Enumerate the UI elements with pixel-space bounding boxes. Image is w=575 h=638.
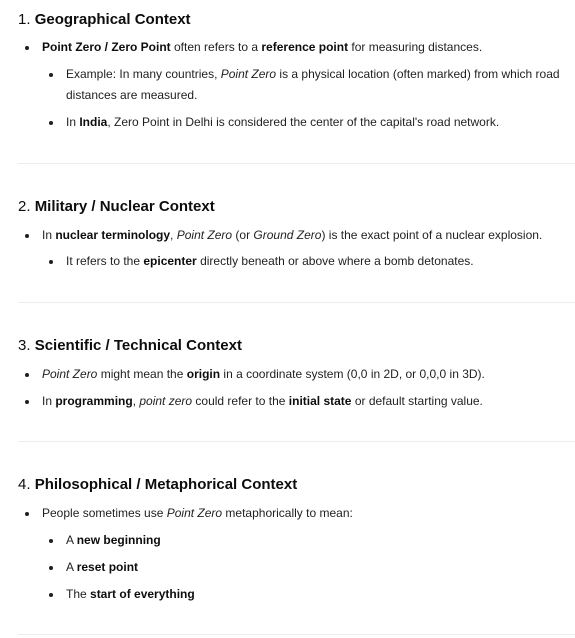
bullet-icon bbox=[49, 539, 53, 543]
section-heading-philosophical bbox=[18, 475, 297, 495]
list-item bbox=[66, 112, 562, 133]
text: In bbox=[42, 228, 56, 242]
bold-text: reference point bbox=[261, 40, 349, 54]
list-item bbox=[42, 37, 562, 58]
section-divider bbox=[18, 163, 575, 164]
bullet-icon bbox=[25, 46, 29, 50]
section-number: 3. bbox=[18, 337, 31, 354]
section-divider bbox=[18, 634, 575, 635]
text: or default starting value. bbox=[351, 394, 483, 408]
bullet-icon bbox=[25, 512, 29, 516]
section-number: 1. bbox=[18, 11, 31, 28]
bullet-icon bbox=[25, 400, 29, 404]
bold-text: start of everything bbox=[90, 587, 195, 601]
text: , bbox=[132, 394, 140, 408]
bold-text: India bbox=[79, 115, 108, 129]
text: distances are measured. bbox=[66, 88, 198, 102]
section-heading-military bbox=[18, 197, 215, 217]
section-divider bbox=[18, 441, 575, 442]
bullet-icon bbox=[49, 260, 53, 264]
text: directly beneath or above where a bomb detonates. bbox=[196, 254, 474, 268]
section-heading-scientific bbox=[18, 336, 242, 356]
text: could refer to the bbox=[192, 394, 289, 408]
text: (or bbox=[232, 228, 254, 242]
italic-text: Point Zero bbox=[220, 67, 277, 81]
bold-text: epicenter bbox=[143, 254, 197, 268]
list-item bbox=[42, 391, 562, 412]
text: It refers to the bbox=[66, 254, 144, 268]
section-title: Scientific / Technical Context bbox=[34, 337, 242, 354]
list-item-continuation bbox=[66, 85, 562, 106]
list-item bbox=[66, 530, 562, 551]
list-item bbox=[66, 584, 562, 605]
list-item bbox=[42, 225, 562, 246]
list-item bbox=[42, 364, 562, 385]
italic-text: point zero bbox=[139, 394, 193, 408]
text: A bbox=[66, 533, 77, 547]
bold-text: nuclear terminology bbox=[55, 228, 171, 242]
italic-text: Point Zero bbox=[176, 228, 233, 242]
bullet-icon bbox=[25, 234, 29, 238]
bold-text: Point Zero / Zero Point bbox=[42, 40, 171, 54]
section-divider bbox=[18, 302, 575, 303]
list-item bbox=[42, 503, 562, 524]
section-title: Military / Nuclear Context bbox=[34, 198, 215, 215]
list-item bbox=[66, 557, 562, 578]
section-title: Philosophical / Metaphorical Context bbox=[34, 476, 298, 493]
list-item bbox=[66, 251, 562, 272]
bold-text: reset point bbox=[76, 560, 139, 574]
list-item bbox=[66, 64, 562, 85]
bullet-icon bbox=[25, 373, 29, 377]
text: , bbox=[170, 228, 177, 242]
section-number: 4. bbox=[18, 476, 31, 493]
text: A bbox=[66, 560, 77, 574]
text: Example: In many countries, bbox=[66, 67, 221, 81]
text: People sometimes use bbox=[42, 506, 167, 520]
italic-text: Point Zero bbox=[166, 506, 223, 520]
text: , Zero Point in Delhi is considered the center of the capital's road network. bbox=[107, 115, 500, 129]
text: in a coordinate system (0,0 in 2D, or 0,0,0 in 3D). bbox=[220, 367, 485, 381]
bold-text: initial state bbox=[288, 394, 352, 408]
text: In bbox=[66, 115, 80, 129]
section-title: Geographical Context bbox=[34, 11, 191, 28]
text: The bbox=[66, 587, 91, 601]
text: for measuring distances. bbox=[348, 40, 483, 54]
bullet-icon bbox=[49, 73, 53, 77]
italic-text: Point Zero bbox=[42, 367, 98, 381]
text: ) is the exact point of a nuclear explosion. bbox=[321, 228, 543, 242]
text: In bbox=[42, 394, 56, 408]
section-number: 2. bbox=[18, 198, 31, 215]
text: often refers to a bbox=[170, 40, 262, 54]
bold-text: origin bbox=[186, 367, 221, 381]
bold-text: new beginning bbox=[76, 533, 161, 547]
bullet-icon bbox=[49, 121, 53, 125]
text: metaphorically to mean: bbox=[222, 506, 353, 520]
bold-text: programming bbox=[55, 394, 133, 408]
text: is a physical location (often marked) from which road bbox=[276, 67, 560, 81]
text: might mean the bbox=[97, 367, 187, 381]
section-heading-geographical bbox=[18, 10, 191, 30]
italic-text: Ground Zero bbox=[253, 228, 322, 242]
bullet-icon bbox=[49, 566, 53, 570]
bullet-icon bbox=[49, 593, 53, 597]
